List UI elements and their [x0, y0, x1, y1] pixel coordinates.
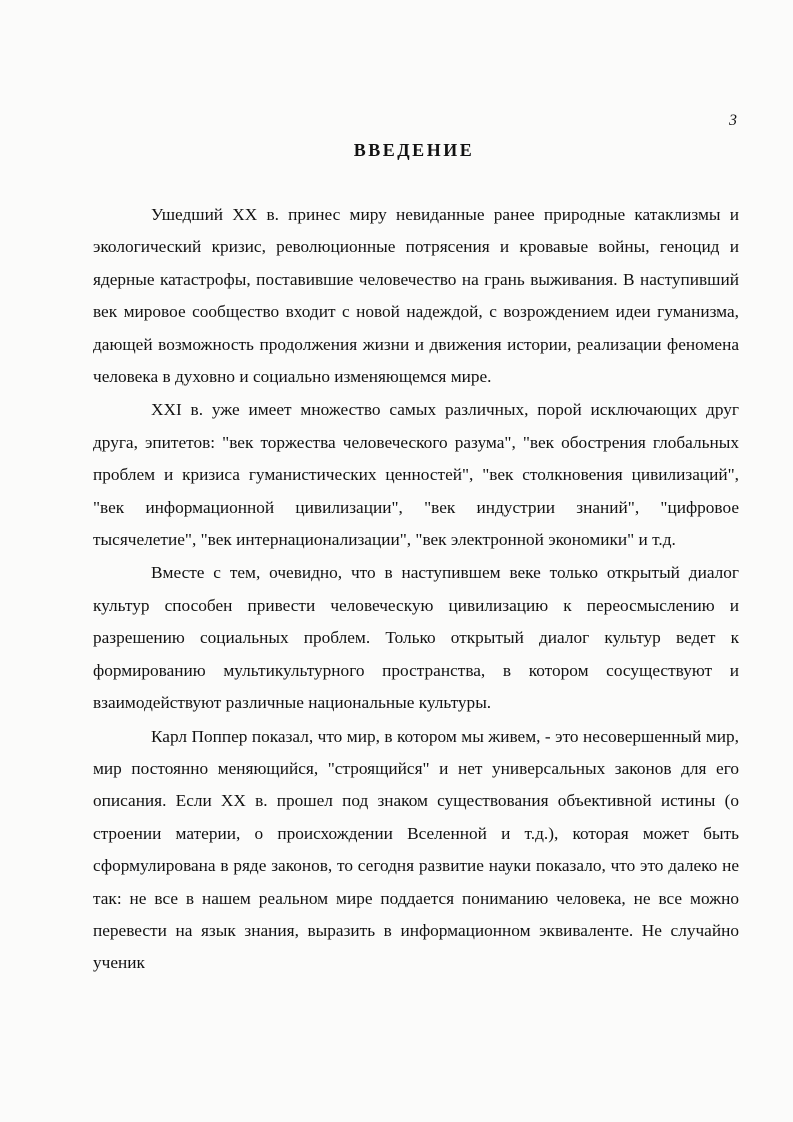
paragraph: Вместе с тем, очевидно, что в наступившем веке только открытый диалог культур способен привести человеческую цивилизацию к переосмыслению и разрешению социальных проблем. Только открытый диалог культур ведет к формированию мультикультурного пространства, в котором сосуществуют и взаимодействуют различные национальные культуры. [93, 563, 739, 713]
paragraph: Карл Поппер показал, что мир, в котором мы живем, - это несовершенный мир, мир постоянно меняющийся, "строящийся" и нет универсальных законов для его описания. Если XX в. прошел под знаком существования объективной истины (о строении материи, о происхождении Вселенной и т.д.), которая может быть сформулирована в ряде законов, то сегодня развитие науки показало, что это далеко не так: не все в нашем реальном мире поддается пониманию человека, не все можно перевести на язык знания, выразить в информационном эквиваленте. Не случайно ученик [93, 726, 739, 973]
paragraph: XXI в. уже имеет множество самых различных, порой исключающих друг друга, эпитетов: "век торжества человеческого разума", "век обострения глобальных проблем и кризиса гуманистических ценностей", "век столкновения цивилизаций", "век информационной цивилизации", "век индустрии знаний", "цифровое тысячелетие", "век интернационализации", "век электронной экономики" и т.д. [93, 400, 739, 550]
paragraph: Ушедший XX в. принес миру невиданные ранее природные катаклизмы и экологический кризис, революционные потрясения и кровавые войны, геноцид и ядерные катастрофы, поставившие человечество на грань выживания. В наступивший век мировое сообщество входит с новой надеждой, с возрождением идеи гуманизма, дающей возможность продолжения жизни и движения истории, реализации феномена человека в духовно и социально изменяющемся мире. [93, 205, 739, 387]
page-number: 3 [729, 112, 737, 129]
body-text [93, 199, 739, 981]
page-title: ВВЕДЕНИЕ [353, 140, 475, 160]
